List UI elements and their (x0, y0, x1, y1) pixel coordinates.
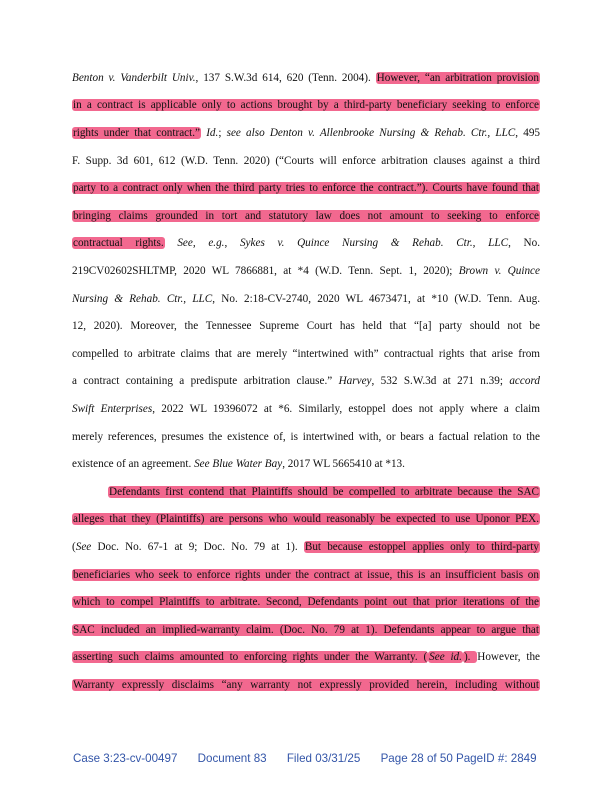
citation-text: Nursing & Rehab. Ctr., LLC (72, 293, 213, 305)
body-line (72, 595, 540, 610)
body-line (72, 181, 540, 196)
highlighted-text: However, “an arbitration provision (376, 72, 539, 84)
highlighted-text: which to compel Plaintiffs to arbitrate. Second, Defendants point out that prior iterations of the (73, 596, 539, 608)
body-text: , No. (508, 237, 540, 249)
citation-text: See, e.g. (177, 237, 225, 249)
highlighted-text: party to a contract only when the third party tries to enforce the contract.”). Courts have found that (73, 182, 539, 194)
highlighted-text: ). (463, 651, 477, 663)
body-text: , 137 S.W.3d 614, 620 (Tenn. 2004). (195, 72, 376, 84)
highlighted-text: Defendants first contend that Plaintiffs should be compelled to arbitrate because the SAC (109, 486, 539, 498)
body-line (72, 264, 540, 279)
body-line (72, 650, 540, 665)
body-line (72, 430, 540, 445)
body-line (72, 540, 540, 555)
body-line (72, 568, 540, 583)
highlighted-text: But because estoppel applies only to third-party (304, 541, 539, 553)
page-footer (73, 752, 537, 766)
body-line (72, 512, 540, 527)
body-text (165, 237, 178, 249)
highlighted-text: asserting such claims amounted to enforcing rights under the Warranty. ( (73, 651, 428, 663)
body-text: , No. 2:18-CV-2740, 2020 WL 4673471, at *10 (W.D. Tenn. Aug. (212, 293, 540, 305)
case-number: Case 3:23-cv-00497 (73, 752, 178, 765)
body-line (72, 374, 540, 389)
body-text: merely references, presumes the existence of, is intertwined with, or bears a factual relation to the (72, 431, 540, 443)
body-line (108, 485, 540, 500)
body-line (72, 319, 540, 334)
body-text: ( (72, 541, 76, 553)
citation-text: Swift Enterprises (72, 403, 153, 415)
page-id: Page 28 of 50 PageID #: 2849 (380, 752, 537, 765)
body-text: , 2017 WL 5665410 at *13. (282, 458, 405, 470)
highlighted-text: See id. (429, 651, 462, 663)
citation-text: See Blue Water Bay (194, 458, 283, 470)
body-line (72, 623, 540, 638)
body-line (72, 457, 540, 472)
body-line (72, 209, 540, 224)
citation-text: See (75, 541, 92, 553)
body-text: , 2022 WL 19396072 at *6. Similarly, estoppel does not apply where a claim (152, 403, 540, 415)
body-text: , 495 (515, 127, 541, 139)
body-text: a contract containing a predispute arbitration clause.” (72, 375, 339, 387)
body-line (72, 678, 540, 693)
citation-text: Brown v. Quince (458, 265, 540, 277)
document-number: Document 83 (197, 752, 267, 765)
filed-date: Filed 03/31/25 (286, 752, 361, 765)
body-line (72, 154, 540, 169)
highlighted-text: bringing claims grounded in tort and statutory law does not amount to seeking to enforce (73, 210, 539, 222)
citation-text: Sykes v. Quince Nursing & Rehab. Ctr., LLC (239, 237, 509, 249)
highlighted-text: SAC included an implied-warranty claim. (Doc. No. 79 at 1). Defendants appear to argue that (73, 624, 539, 636)
body-line (72, 98, 540, 113)
body-text: compelled to arbitrate claims that are merely “intertwined with” contractual rights that arise from (72, 348, 540, 360)
highlighted-text: alleges that they (Plaintiffs) are persons who would reasonably be expected to use Uponor PEX. (73, 513, 539, 525)
citation-text: Benton v. Vanderbilt Univ. (72, 72, 196, 84)
body-text: F. Supp. 3d 601, 612 (W.D. Tenn. 2020) (“Courts will enforce arbitration clauses against a third (72, 155, 540, 167)
body-text: Doc. No. 67-1 at 9; Doc. No. 79 at 1). (91, 541, 304, 553)
highlighted-text: contractual rights. (73, 237, 164, 249)
body-line (72, 71, 540, 86)
citation-text: accord (509, 375, 540, 387)
body-text: , 532 S.W.3d at 271 n.39; (371, 375, 510, 387)
body-text: ; (218, 127, 227, 139)
body-line (72, 126, 540, 141)
body-line (72, 236, 540, 251)
body-text: 12, 2020). Moreover, the Tennessee Supreme Court has held that “[a] party should not be (72, 320, 540, 332)
highlighted-text: in a contract is applicable only to actions brought by a third-party beneficiary seeking to enforce (73, 99, 539, 111)
body-line (72, 292, 540, 307)
body-text: 219CV02602SHLTMP, 2020 WL 7866881, at *4 (W.D. Tenn. Sept. 1, 2020); (72, 265, 459, 277)
body-text: , (224, 237, 240, 249)
citation-text: Harvey (338, 375, 372, 387)
body-line (72, 347, 540, 362)
highlighted-text: beneficiaries who seek to enforce rights under the contract at issue, this is an insufficient basis on (73, 569, 539, 581)
citation-text: Id. (206, 127, 219, 139)
body-line (72, 402, 540, 417)
body-text: existence of an agreement. (72, 458, 195, 470)
highlighted-text: rights under that contract.” (73, 127, 201, 139)
citation-text: see also Denton v. Allenbrooke Nursing & Rehab. Ctr., LLC (226, 127, 516, 139)
body-text: However, the (477, 651, 540, 663)
highlighted-text: Warranty expressly disclaims “any warranty not expressly provided herein, including without (73, 679, 539, 691)
